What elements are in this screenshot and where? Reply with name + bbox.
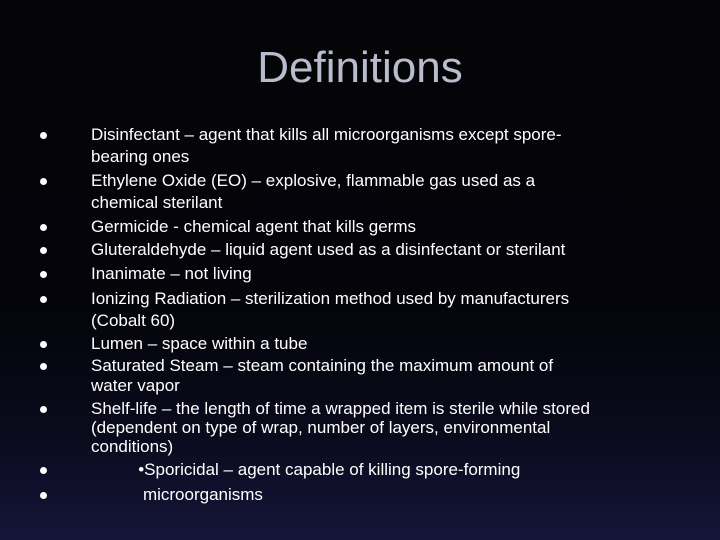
- bullet-icon: [40, 296, 47, 303]
- bullet-icon: [40, 271, 47, 278]
- definition-text-continued: (dependent on type of wrap, number of layers, environmental: [91, 418, 551, 437]
- bullet-icon: [40, 224, 47, 231]
- definition-text: Lumen – space within a tube: [91, 334, 308, 353]
- definition-text-continued: bearing ones: [91, 147, 190, 166]
- bullet-icon: [40, 247, 47, 254]
- definition-text-continued: water vapor: [91, 376, 180, 395]
- definition-text: Ionizing Radiation – sterilization method used by manufacturers: [91, 289, 570, 308]
- definition-text: •Sporicidal – agent capable of killing spore-forming: [91, 460, 521, 479]
- definition-text: Gluteraldehyde – liquid agent used as a disinfectant or sterilant: [91, 240, 566, 259]
- bullet-icon: [40, 132, 47, 139]
- definition-text-continued: conditions): [91, 437, 174, 456]
- definition-text: Germicide - chemical agent that kills germs: [91, 217, 417, 236]
- definition-text: Shelf-life – the length of time a wrapped item is sterile while stored: [91, 399, 590, 418]
- bullet-icon: [40, 341, 47, 348]
- bullet-icon: [40, 363, 47, 370]
- definition-text: Inanimate – not living: [91, 264, 252, 283]
- definition-text: Saturated Steam – steam containing the maximum amount of: [91, 356, 554, 375]
- bullet-icon: [40, 492, 47, 499]
- definition-text: Ethylene Oxide (EO) – explosive, flammable gas used as a: [91, 171, 536, 190]
- definition-text-continued: (Cobalt 60): [91, 311, 176, 330]
- bullet-icon: [40, 406, 47, 413]
- slide-title: Definitions: [257, 43, 463, 92]
- definition-text: Disinfectant – agent that kills all microorganisms except spore-: [91, 125, 562, 144]
- definition-text: microorganisms: [91, 485, 263, 504]
- bullet-icon: [40, 178, 47, 185]
- definition-text-continued: chemical sterilant: [91, 193, 223, 212]
- bullet-icon: [40, 467, 47, 474]
